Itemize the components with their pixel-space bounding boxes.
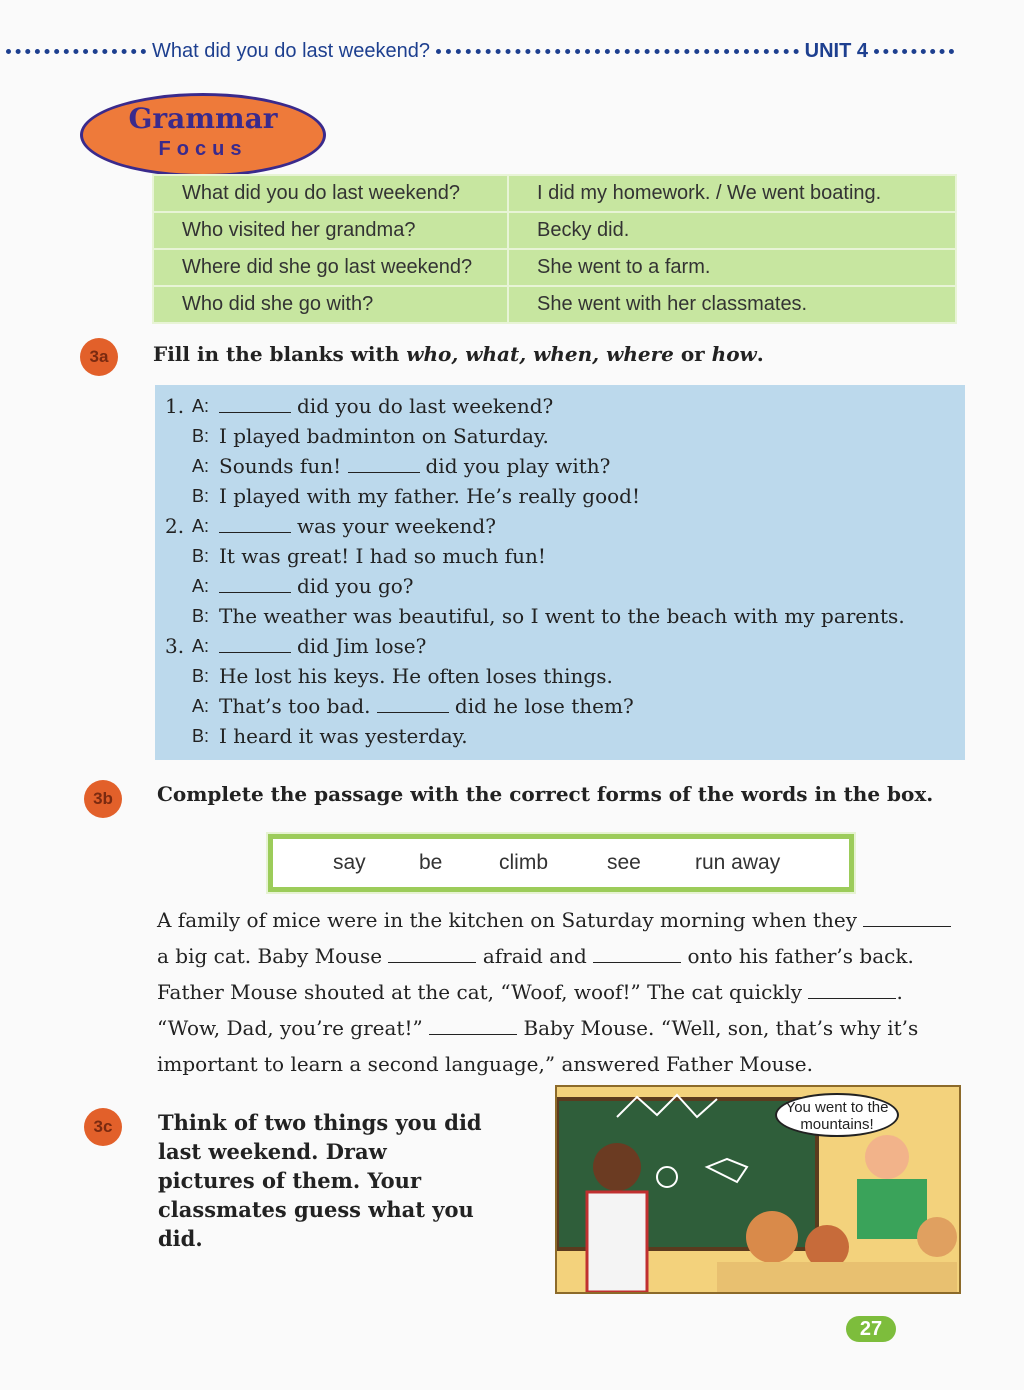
- word-climb: climb: [499, 851, 549, 874]
- speaker-label: B:: [192, 546, 210, 566]
- passage-line: [157, 902, 951, 938]
- word-run-away: run away: [695, 851, 781, 874]
- passage-text: Baby Mouse. “Well, son, that’s why it’s: [523, 1016, 919, 1040]
- answer-blank[interactable]: [219, 572, 291, 593]
- passage-text: onto his father’s back.: [687, 944, 914, 968]
- answer-blank[interactable]: [219, 512, 291, 533]
- dialogue-number: 3.: [165, 634, 185, 658]
- speaker-label: B:: [192, 486, 210, 506]
- question-cell: What did you do last weekend?: [153, 175, 508, 212]
- instruction-3a-last: how: [711, 342, 757, 366]
- word-see: see: [607, 851, 641, 874]
- dialogue-box-3a: [155, 385, 965, 760]
- dialogue-text: [219, 721, 468, 751]
- dialogue-text-after: was your weekend?: [297, 514, 496, 538]
- dialogue-text: [219, 451, 610, 481]
- dialogue-text-before: It was great! I had so much fun!: [219, 544, 546, 568]
- unit-label: UNIT 4: [804, 39, 868, 62]
- classroom-drawing: [557, 1087, 959, 1292]
- passage-text: a big cat. Baby Mouse: [157, 944, 383, 968]
- word-box: [268, 834, 854, 892]
- dialogue-text: [219, 421, 549, 451]
- page-number: 27: [846, 1316, 896, 1342]
- section-marker-3c: 3c: [84, 1108, 122, 1146]
- answer-blank[interactable]: [377, 692, 449, 713]
- question-cell: Who visited her grandma?: [153, 212, 508, 249]
- dialogue-text-before: I played badminton on Saturday.: [219, 424, 549, 448]
- header-dots-left: [6, 49, 146, 54]
- word-say: say: [333, 851, 366, 874]
- answer-cell: She went with her classmates.: [508, 286, 956, 323]
- grammar-focus-subtitle: Focus: [158, 138, 248, 160]
- speaker-label: A:: [192, 636, 210, 656]
- instruction-3a-end: .: [756, 342, 764, 366]
- dialogue-text: [219, 601, 905, 631]
- instruction-3a-prefix: Fill in the blanks with: [153, 342, 407, 366]
- passage-text: afraid and: [482, 944, 587, 968]
- answer-blank[interactable]: [348, 452, 420, 473]
- dialogue-text: [219, 691, 634, 721]
- speaker-label: B:: [192, 666, 210, 686]
- passage-line: [157, 1046, 813, 1082]
- grammar-focus-table: [152, 174, 957, 324]
- answer-cell: I did my homework. / We went boating.: [508, 175, 956, 212]
- speaker-label: B:: [192, 726, 210, 746]
- passage-text: important to learn a second language,” answered Father Mouse.: [157, 1052, 813, 1076]
- table-row: [153, 175, 956, 212]
- speaker-label: A:: [192, 396, 210, 416]
- table-row: [153, 249, 956, 286]
- speaker-label: B:: [192, 426, 210, 446]
- question-cell: Who did she go with?: [153, 286, 508, 323]
- speech-bubble: You went to the mountains!: [775, 1093, 899, 1137]
- section-marker-3a: 3a: [80, 338, 118, 376]
- speaker-label: A:: [192, 516, 210, 536]
- dialogue-text: [219, 511, 496, 541]
- speaker-label: A:: [192, 696, 210, 716]
- dialogue-text: [219, 631, 426, 661]
- passage-line: [157, 974, 903, 1010]
- instruction-3b: Complete the passage with the correct forms of the words in the box.: [157, 782, 934, 806]
- answer-blank[interactable]: [593, 942, 681, 963]
- header-dots-middle: [436, 49, 799, 54]
- answer-blank[interactable]: [808, 978, 896, 999]
- grammar-focus-title: Grammar: [128, 102, 278, 135]
- header-dots-right: [874, 49, 954, 54]
- speaker-label: A:: [192, 576, 210, 596]
- dialogue-text: [219, 391, 553, 421]
- answer-blank[interactable]: [863, 906, 951, 927]
- dialogue-number: 1.: [165, 394, 185, 418]
- dialogue-text: [219, 571, 414, 601]
- speaker-label: A:: [192, 456, 210, 476]
- grammar-focus-badge: [80, 93, 326, 177]
- answer-cell: Becky did.: [508, 212, 956, 249]
- dialogue-text-before: He lost his keys. He often loses things.: [219, 664, 613, 688]
- answer-blank[interactable]: [429, 1014, 517, 1035]
- classroom-illustration: [555, 1085, 961, 1294]
- answer-blank[interactable]: [219, 632, 291, 653]
- answer-cell: She went to a farm.: [508, 249, 956, 286]
- dialogue-text-after: did you play with?: [425, 454, 611, 478]
- answer-blank[interactable]: [388, 942, 476, 963]
- dialogue-text-before: Sounds fun!: [219, 454, 342, 478]
- instruction-3a-words: who, what, when, where: [406, 342, 674, 366]
- dialogue-text: [219, 481, 640, 511]
- dialogue-text-after: did you go?: [297, 574, 414, 598]
- passage-text: A family of mice were in the kitchen on Saturday morning when they: [157, 908, 858, 932]
- table-row: [153, 286, 956, 323]
- answer-blank[interactable]: [219, 392, 291, 413]
- page-header: [0, 36, 960, 66]
- dialogue-text: [219, 541, 546, 571]
- word-be: be: [419, 851, 443, 874]
- speaker-label: B:: [192, 606, 210, 626]
- passage-text: Father Mouse shouted at the cat, “Woof, woof!” The cat quickly: [157, 980, 803, 1004]
- instruction-3a-or: or: [673, 342, 712, 366]
- section-marker-3b: 3b: [84, 780, 122, 818]
- dialogue-text-before: That’s too bad.: [219, 694, 371, 718]
- instruction-3a: [153, 342, 764, 366]
- dialogue-text: [219, 661, 613, 691]
- dialogue-text-before: I heard it was yesterday.: [219, 724, 468, 748]
- table-row: [153, 212, 956, 249]
- dialogue-number: 2.: [165, 514, 185, 538]
- passage-line: [157, 938, 914, 974]
- dialogue-text-after: did Jim lose?: [297, 634, 427, 658]
- question-cell: Where did she go last weekend?: [153, 249, 508, 286]
- instruction-3c: Think of two things you did last weekend. Draw pictures of them. Your classmates guess what you did.: [158, 1110, 482, 1251]
- dialogue-text-before: The weather was beautiful, so I went to the beach with my parents.: [219, 604, 905, 628]
- dialogue-text-after: did you do last weekend?: [297, 394, 554, 418]
- passage-text: “Wow, Dad, you’re great!”: [157, 1016, 423, 1040]
- passage-3b: [157, 902, 967, 1082]
- passage-line: [157, 1010, 918, 1046]
- passage-text: .: [896, 980, 903, 1004]
- header-title: What did you do last weekend?: [152, 39, 430, 62]
- dialogue-text-after: did he lose them?: [454, 694, 634, 718]
- dialogue-text-before: I played with my father. He’s really good!: [219, 484, 640, 508]
